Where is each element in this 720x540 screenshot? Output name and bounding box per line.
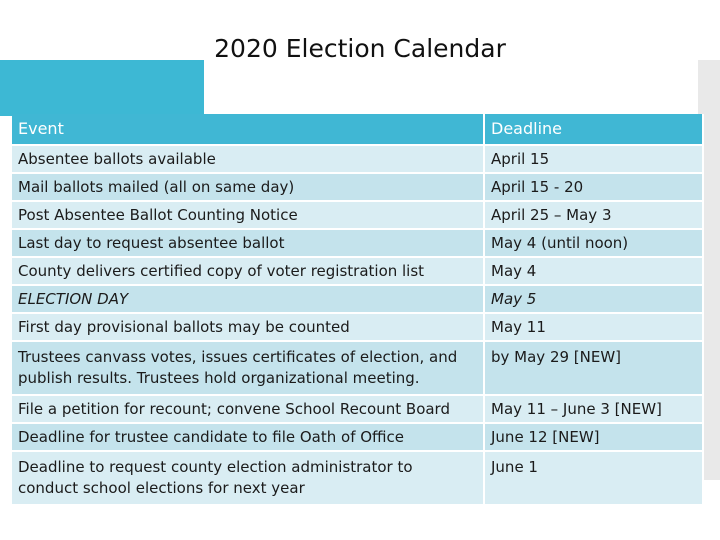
event-cell: Deadline to request county election administrator to conduct school elections for next year <box>12 452 485 506</box>
table-row <box>12 202 704 230</box>
event-cell: Trustees canvass votes, issues certificates of election, and publish results. Trustees hold organizational meeting. <box>12 342 485 396</box>
event-cell: County delivers certified copy of voter registration list <box>12 258 485 286</box>
election-calendar-table <box>12 114 704 506</box>
deadline-cell: April 15 <box>485 146 704 174</box>
table-row <box>12 314 704 342</box>
deadline-cell: June 1 <box>485 452 704 506</box>
deadline-cell: May 4 (until noon) <box>485 230 704 258</box>
event-cell: File a petition for recount; convene School Recount Board <box>12 396 485 424</box>
title-accent-block <box>0 60 204 116</box>
table-row <box>12 452 704 506</box>
deadline-cell: May 11 <box>485 314 704 342</box>
event-cell: ELECTION DAY <box>12 286 485 314</box>
table-row <box>12 396 704 424</box>
election-day-row <box>12 286 704 314</box>
deadline-cell: June 12 [NEW] <box>485 424 704 452</box>
event-cell: First day provisional ballots may be counted <box>12 314 485 342</box>
slide-title: 2020 Election Calendar <box>214 34 506 63</box>
event-cell: Post Absentee Ballot Counting Notice <box>12 202 485 230</box>
deadline-cell: April 25 – May 3 <box>485 202 704 230</box>
deadline-cell: May 5 <box>485 286 704 314</box>
table-row <box>12 424 704 452</box>
header-event: Event <box>12 114 485 146</box>
table-row <box>12 146 704 174</box>
table-row <box>12 230 704 258</box>
table-row <box>12 258 704 286</box>
table-header-row <box>12 114 704 146</box>
event-cell: Last day to request absentee ballot <box>12 230 485 258</box>
event-cell: Deadline for trustee candidate to file Oath of Office <box>12 424 485 452</box>
deadline-cell: May 11 – June 3 [NEW] <box>485 396 704 424</box>
deadline-cell: by May 29 [NEW] <box>485 342 704 396</box>
event-cell: Absentee ballots available <box>12 146 485 174</box>
table-row <box>12 174 704 202</box>
event-cell: Mail ballots mailed (all on same day) <box>12 174 485 202</box>
deadline-cell: April 15 - 20 <box>485 174 704 202</box>
header-deadline: Deadline <box>485 114 704 146</box>
table-row <box>12 342 704 396</box>
deadline-cell: May 4 <box>485 258 704 286</box>
